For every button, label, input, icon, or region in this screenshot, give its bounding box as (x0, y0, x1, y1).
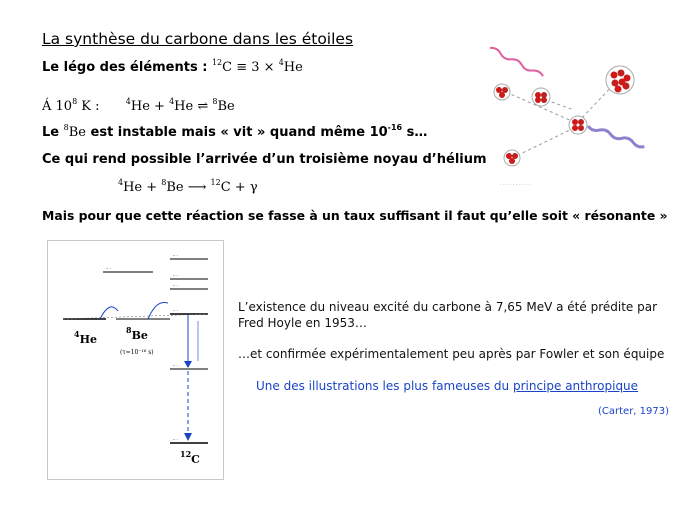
svg-text:·· ·: ·· · (173, 273, 179, 278)
gamma-arrow-head-2 (184, 433, 192, 441)
svg-text:·· ·: ·· · (173, 308, 179, 313)
anthropic-principle-link[interactable]: principe anthropique (512, 379, 639, 393)
photon-wave-pink (489, 46, 544, 78)
energy-level-diagram (47, 240, 224, 480)
nucleus-carbon (606, 66, 634, 94)
svg-text:·· ·: ·· · (173, 283, 179, 288)
nucleus-he-left (494, 84, 510, 100)
nucleus-center (569, 116, 587, 134)
trajectory-line (546, 100, 574, 110)
svg-text:·· ·: ·· · (173, 363, 179, 368)
resonant-line: Mais pour que cette réaction se fasse à un taux suffisant il faut qu’elle soit « résonante » (42, 208, 668, 223)
page-title: La synthèse du carbone dans les étoiles (42, 30, 354, 48)
nucleus-bottom-left (504, 150, 520, 166)
hoyle-paragraph-line2: Fred Hoyle en 1953… (238, 316, 367, 330)
photon-wave-violet (587, 124, 645, 148)
svg-text:·· ·: ·· · (173, 253, 179, 258)
label-be-lifetime: (τ≈10⁻¹⁶ s) (120, 349, 154, 356)
be-lifetime-line: Le $^8$Be est instable mais « vit » quand même $10^{-16}$ s… (42, 123, 428, 140)
fusion-illustration (478, 40, 668, 190)
fowler-paragraph: …et confirmée expérimentalement peu après par Fowler et son équipe (238, 347, 665, 361)
svg-text:·· ·: ·· · (173, 437, 179, 442)
svg-text:·· ·: ·· · (106, 266, 112, 271)
capture-arrow-be (148, 303, 168, 319)
lego-label: Le légo des éléments : (42, 60, 212, 75)
hoyle-paragraph-line1: L’existence du niveau excité du carbone à 7,65 MeV a été prédite par (238, 300, 658, 314)
label-be8: $^8$Be (126, 325, 148, 342)
label-he4: $^4$He (74, 329, 97, 346)
citation: (Carter, 1973) (598, 406, 670, 417)
reaction-he-be-c: $^4$He + $^8$Be ⟶ $^{12}$C + γ (118, 178, 258, 195)
anthropic-line: Une des illustrations les plus fameuses du principe anthropique (256, 379, 639, 393)
lego-line: Le légo des éléments : $^{12}$C ≡ 3 × $^4$He (42, 58, 303, 75)
reaction-he-he-be: Á $10^8$ K : $^4$He + $^4$He ⇌ $^8$Be (42, 97, 235, 114)
trajectory-line (512, 128, 574, 158)
label-c12: $^{12}$C (180, 449, 200, 466)
nucleus-be-left (532, 88, 550, 106)
helium-line: Ce qui rend possible l’arrivée d’un troisième noyau d’hélium (42, 152, 487, 167)
energy-levels-svg (48, 241, 223, 479)
gamma-arrow-head (184, 361, 192, 368)
illustration-caption-mark: · · · · · · · · · · (500, 182, 531, 188)
